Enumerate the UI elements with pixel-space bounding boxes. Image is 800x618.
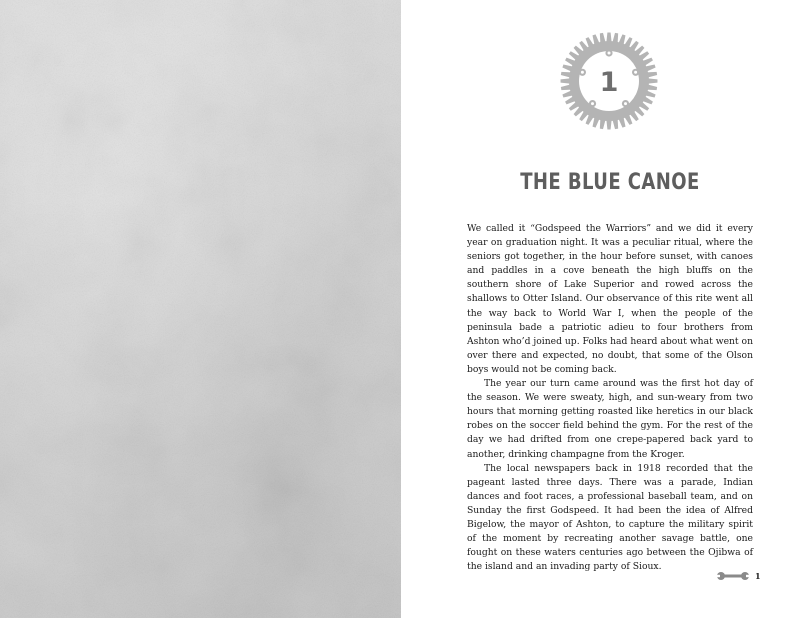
- chapter-number: 1: [599, 67, 619, 98]
- wrench-icon: [716, 572, 750, 580]
- paragraph: The year our turn came around was the first hot day of the season. We were sweaty, high, and sun-weary from two hours that morning getting roasted like heretics in our black robes on the soccer field behind the gym. For the rest of the day we had drifted from one crepe-papered back yard to another, drinking champagne from the Kroger.: [467, 378, 753, 460]
- page-footer: [716, 569, 761, 583]
- paragraph: We called it “Godspeed the Warriors” and we did it every year on graduation night. It was a peculiar ritual, where the seniors got together, in the hour before sunset, with canoes and paddles in a cove beneath the high bluffs on the southern shore of Lake Superior and rowed across the shallows to Otter Island. Our observance of this rite went all the way back to World War I, when the people of the peninsula bade a patriotic adieu to four brothers from Ashton who’d joined up. Folks had heard about what went on over there and expected, no doubt, that some of the Olson boys would not be coming back.: [467, 223, 753, 375]
- paragraph: The local newspapers back in 1918 recorded that the pageant lasted three days. There was a parade, Indian dances and foot races, a professional baseball team, and on Sunday the first Godspeed. It had been the idea of Alfred Bigelow, the mayor of Ashton, to capture the military spirit of the moment by recreating another savage battle, one fought on these waters centuries ago between the Ojibwa of the island and an invading party of Sioux.: [467, 462, 753, 573]
- chapter-badge: [559, 31, 659, 131]
- chapter-body: [467, 222, 753, 574]
- chapter-title: THE BLUE CANOE: [520, 170, 700, 195]
- page-number: 1: [755, 571, 761, 581]
- gear-icon: [559, 31, 659, 131]
